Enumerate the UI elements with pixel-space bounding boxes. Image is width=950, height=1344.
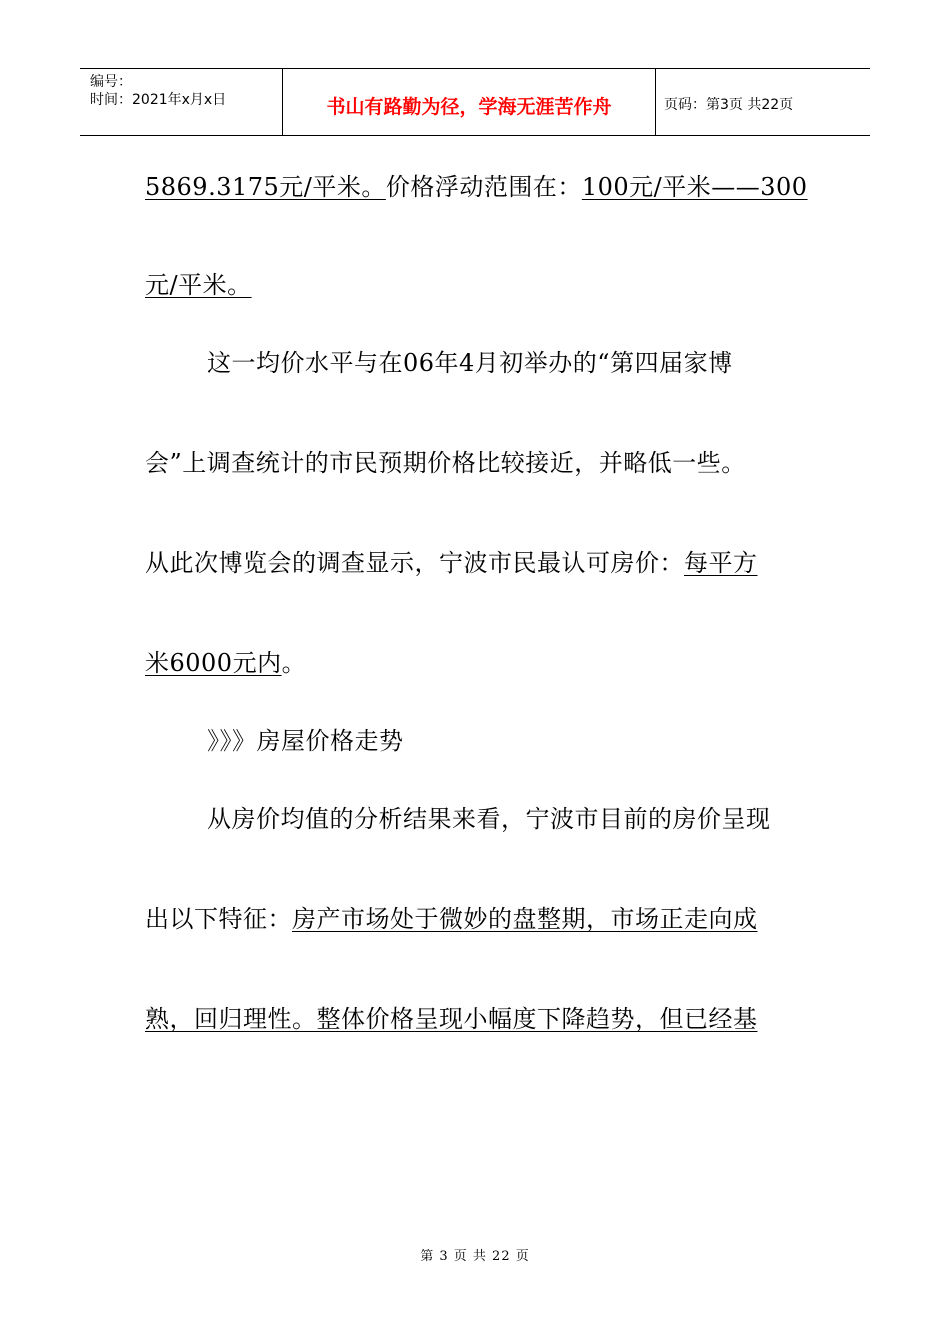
- average-price-text: 5869.3175元/平米。: [145, 173, 386, 201]
- paragraph-text: 这一均价水平与在06年4月初举办的“第四届家博: [207, 349, 733, 377]
- paragraph-text: 从此次博览会的调查显示，宁波市民最认可房价：: [145, 549, 684, 577]
- section-heading: [207, 726, 404, 756]
- section-heading-text: 》》》房屋价格走势: [207, 727, 404, 755]
- document-number-label: 编号：: [90, 74, 132, 90]
- header-meta-cell: [80, 69, 283, 135]
- paragraph-text: 从房价均值的分析结果来看，宁波市目前的房价呈现: [207, 805, 771, 833]
- body-line-8: [207, 804, 771, 834]
- paragraph-text: 会”上调查统计的市民预期价格比较接近，并略低一些。: [145, 449, 746, 477]
- body-line-3: [207, 348, 733, 378]
- body-line-5: [145, 548, 758, 578]
- market-feature-text-continued: 熟，回归理性。整体价格呈现小幅度下降趋势，但已经基: [145, 1005, 758, 1033]
- price-range-value: 100元/平米——300: [581, 173, 808, 201]
- market-feature-text: 房产市场处于微妙的盘整期，市场正走向成: [292, 905, 758, 933]
- header-page-info: 页码：第3页 共22页: [664, 97, 794, 113]
- accepted-price-text: 每平方: [684, 549, 758, 577]
- body-line-2: [145, 270, 252, 300]
- price-range-intro: 价格浮动范围在：: [385, 173, 582, 201]
- paragraph-text: 出以下特征：: [145, 905, 292, 933]
- document-header: [80, 68, 870, 136]
- body-line-10: [145, 1004, 758, 1034]
- price-range-unit: 元/平米。: [145, 271, 252, 299]
- accepted-price-value: 米6000元内: [145, 649, 282, 677]
- page-footer: 第 3 页 共 22 页: [420, 1249, 530, 1264]
- body-line-1: [145, 172, 808, 202]
- header-motto: 书山有路勤为径，学海无涯苦作舟: [283, 69, 656, 135]
- body-line-9: [145, 904, 758, 934]
- body-line-6: [145, 648, 306, 678]
- paragraph-text: 。: [281, 649, 307, 677]
- body-line-4: [145, 448, 746, 478]
- document-date-label: 时间：2021年x月x日: [90, 92, 227, 108]
